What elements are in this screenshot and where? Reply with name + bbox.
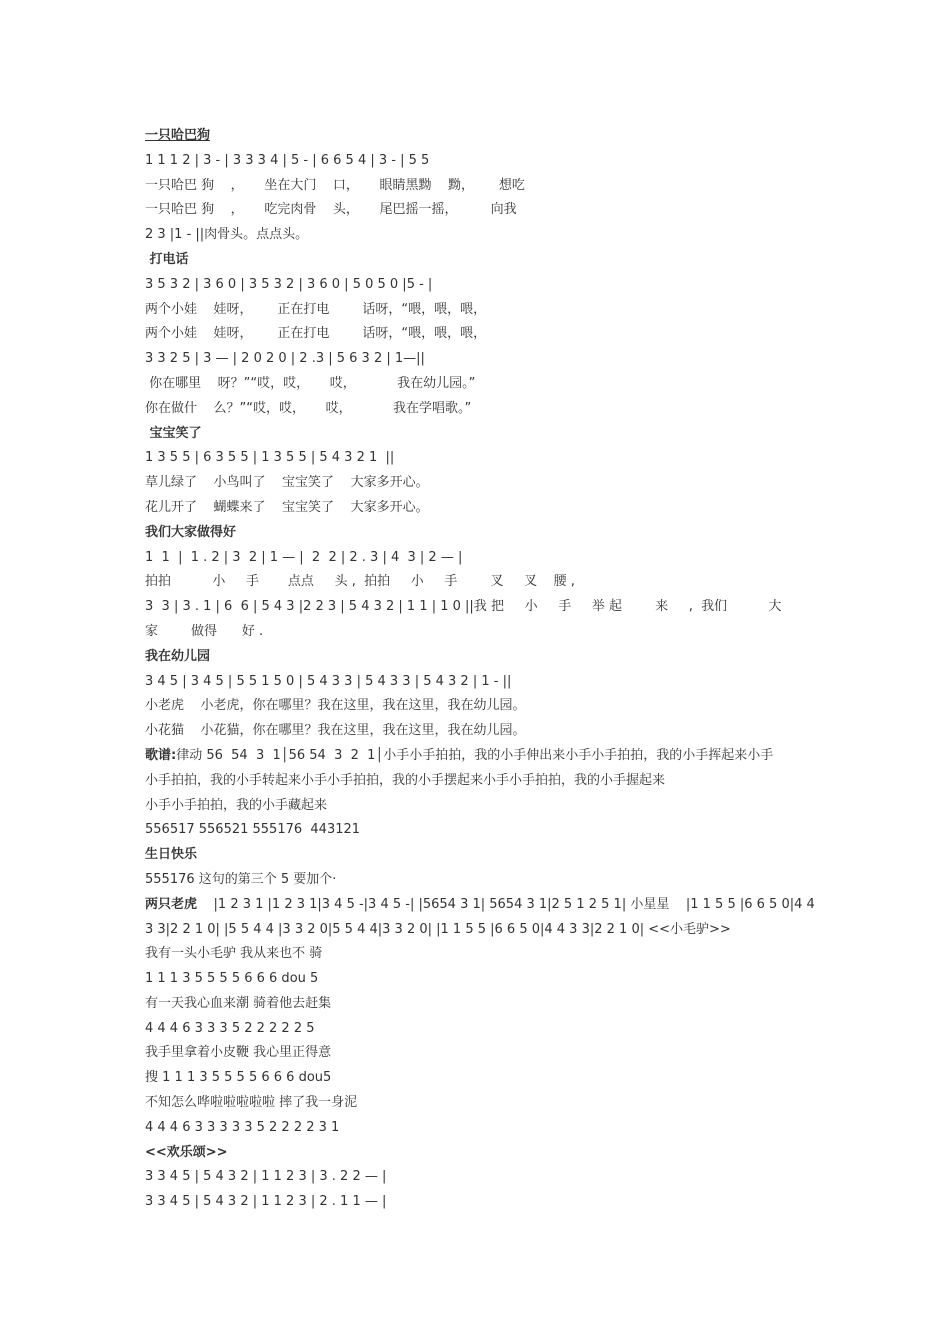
line-text: 不知怎么哗啦啦啦啦啦 摔了我一身泥	[145, 1095, 358, 1111]
line-text: 你在哪里 呀？”“哎，哎， 哎， 我在幼儿园。”	[145, 375, 476, 391]
text-line	[145, 1066, 825, 1091]
text-line	[145, 1190, 825, 1215]
line-text: 1 1 | 1 . 2 | 3 2 | 1 — | 2 2 | 2 . 3 | 4 3 | 2 — |	[145, 549, 463, 565]
line-text: 1 3 5 5 | 6 3 5 5 | 1 3 5 5 | 5 4 3 2 1 ||	[145, 450, 395, 466]
text-line	[145, 967, 825, 992]
line-text: 3 3 2 5 | 3 — | 2 0 2 0 | 2 .3 | 5 6 3 2 | 1—||	[145, 351, 425, 367]
line-text: 3 3 | 3 . 1 | 6 6 | 5 4 3 |2 2 3 | 5 4 3 2 | 1 1 | 1 0 ||我 把 小 手 举 起 来 , 我们 大	[145, 599, 782, 615]
text-line	[145, 397, 825, 422]
line-text: <<欢乐颂>>	[145, 1144, 228, 1160]
text-line	[145, 298, 825, 323]
text-line	[145, 1165, 825, 1190]
text-line	[145, 546, 825, 571]
text-line	[145, 1116, 825, 1141]
text-line	[145, 769, 825, 794]
line-text: 我们大家做得好	[145, 524, 237, 540]
line-text: 556517 556521 555176 443121	[145, 822, 361, 838]
text-line	[145, 471, 825, 496]
line-text: 我在幼儿园	[145, 648, 211, 664]
line-text: 1 1 1 3 5 5 5 5 6 6 6 dou 5	[145, 971, 319, 987]
section-heading	[145, 645, 825, 670]
line-text: 生日快乐	[145, 847, 198, 863]
line-text: 拍拍 小 手 点点 头 , 拍拍 小 手 叉 叉 腰 ,	[145, 574, 575, 590]
line-text: |1 2 3 1 |1 2 3 1|3 4 5 -|3 4 5 -| |5654 3 1| 5654 3 1|2 5 1 2 5 1| 小星星 |1 1 5 5 |6 6 5 0|4 4	[197, 896, 815, 912]
text-line	[145, 347, 825, 372]
line-text: 律动 56 54 3 1│56 54 3 2 1│小手小手拍拍，我的小手伸出来小手小手拍拍，我的小手挥起来小手	[176, 747, 774, 763]
section-heading	[145, 248, 825, 273]
line-label: 两只老虎	[145, 896, 198, 912]
text-line	[145, 446, 825, 471]
line-text: 3 3 4 5 | 5 4 3 2 | 1 1 2 3 | 3 . 2 2 — |	[145, 1169, 387, 1185]
text-line	[145, 149, 825, 174]
text-line	[145, 620, 825, 645]
line-text: 小老虎 小老虎，你在哪里？我在这里，我在这里，我在幼儿园。	[145, 698, 526, 714]
text-line	[145, 942, 825, 967]
line-text: 3 5 3 2 | 3 6 0 | 3 5 3 2 | 3 6 0 | 5 0 5 0 |5 - |	[145, 276, 433, 292]
text-line	[145, 1017, 825, 1042]
text-line	[145, 818, 825, 843]
section-heading	[145, 1141, 825, 1166]
text-line	[145, 570, 825, 595]
line-text: 一只哈巴 狗 ， 吃完肉骨 头， 尾巴摇一摇， 向我	[145, 202, 517, 218]
line-text: 家 做得 好 .	[145, 623, 264, 639]
line-text: 一只哈巴 狗 ， 坐在大门 口， 眼睛黑黝 黝， 想吃	[145, 177, 525, 193]
line-text: 555176 这句的第三个 5 要加个·	[145, 871, 337, 887]
line-text: 宝宝笑了	[145, 425, 202, 441]
line-text: 小花猫 小花猫，你在哪里？我在这里，我在这里，我在幼儿园。	[145, 723, 526, 739]
section-heading	[145, 422, 825, 447]
line-text: 两个小娃 娃呀， 正在打电 话呀，“喂，喂，喂，	[145, 301, 487, 317]
line-label: 歌谱:	[145, 747, 177, 763]
text-line	[145, 372, 825, 397]
section-heading	[145, 124, 825, 149]
text-line	[145, 322, 825, 347]
text-line	[145, 794, 825, 819]
line-text: 3 3|2 2 1 0| |5 5 4 4 |3 3 2 0|5 5 4 4|3 3 2 0| |1 1 5 5 |6 6 5 0|4 4 3 3|2 2 1 0| <<小毛驴>>	[145, 921, 731, 937]
line-text: 花儿开了 蝴蝶来了 宝宝笑了 大家多开心。	[145, 499, 429, 515]
text-line	[145, 670, 825, 695]
text-line	[145, 868, 825, 893]
line-text: 1 1 1 2 | 3 - | 3 3 3 4 | 5 - | 6 6 5 4 | 3 - | 5 5	[145, 152, 430, 168]
text-line	[145, 273, 825, 298]
section-heading	[145, 521, 825, 546]
text-line	[145, 198, 825, 223]
text-line	[145, 223, 825, 248]
section-heading	[145, 843, 825, 868]
text-line	[145, 1041, 825, 1066]
line-text: 3 3 4 5 | 5 4 3 2 | 1 1 2 3 | 2 . 1 1 — |	[145, 1194, 387, 1210]
line-text: 4 4 4 6 3 3 3 5 2 2 2 2 2 5	[145, 1020, 315, 1036]
text-line	[145, 719, 825, 744]
line-text: 有一天我心血来潮 骑着他去赶集	[145, 995, 332, 1011]
line-text: 两个小娃 娃呀， 正在打电 话呀，“喂，喂，喂，	[145, 326, 487, 342]
line-text: 草儿绿了 小鸟叫了 宝宝笑了 大家多开心。	[145, 475, 429, 491]
text-line	[145, 744, 825, 769]
line-text: 3 4 5 | 3 4 5 | 5 5 1 5 0 | 5 4 3 3 | 5 4 3 3 | 5 4 3 2 | 1 - ||	[145, 673, 512, 689]
line-text: 我手里拿着小皮鞭 我心里正得意	[145, 1045, 332, 1061]
text-line	[145, 992, 825, 1017]
text-line	[145, 595, 825, 620]
text-line	[145, 1091, 825, 1116]
text-line	[145, 496, 825, 521]
text-line	[145, 918, 825, 943]
line-text: 2 3 |1 - ||肉骨头。点点头。	[145, 227, 309, 243]
line-text: 你在做什 么？”“哎，哎， 哎， 我在学唱歌。”	[145, 400, 472, 416]
line-text: 一只哈巴狗	[145, 128, 211, 143]
line-text: 小手拍拍，我的小手转起来小手小手拍拍，我的小手摆起来小手小手拍拍，我的小手握起来	[145, 772, 666, 788]
text-line	[145, 893, 825, 918]
line-text: 我有一头小毛驴 我从来也不 骑	[145, 946, 323, 962]
text-line	[145, 694, 825, 719]
line-text: 搜 1 1 1 3 5 5 5 5 6 6 6 dou5	[145, 1070, 332, 1086]
line-text: 打电话	[145, 251, 189, 267]
line-text: 小手小手拍拍，我的小手藏起来	[145, 797, 328, 813]
document-page	[145, 124, 825, 1215]
text-line	[145, 174, 825, 199]
line-text: 4 4 4 6 3 3 3 3 3 5 2 2 2 2 3 1	[145, 1119, 340, 1135]
